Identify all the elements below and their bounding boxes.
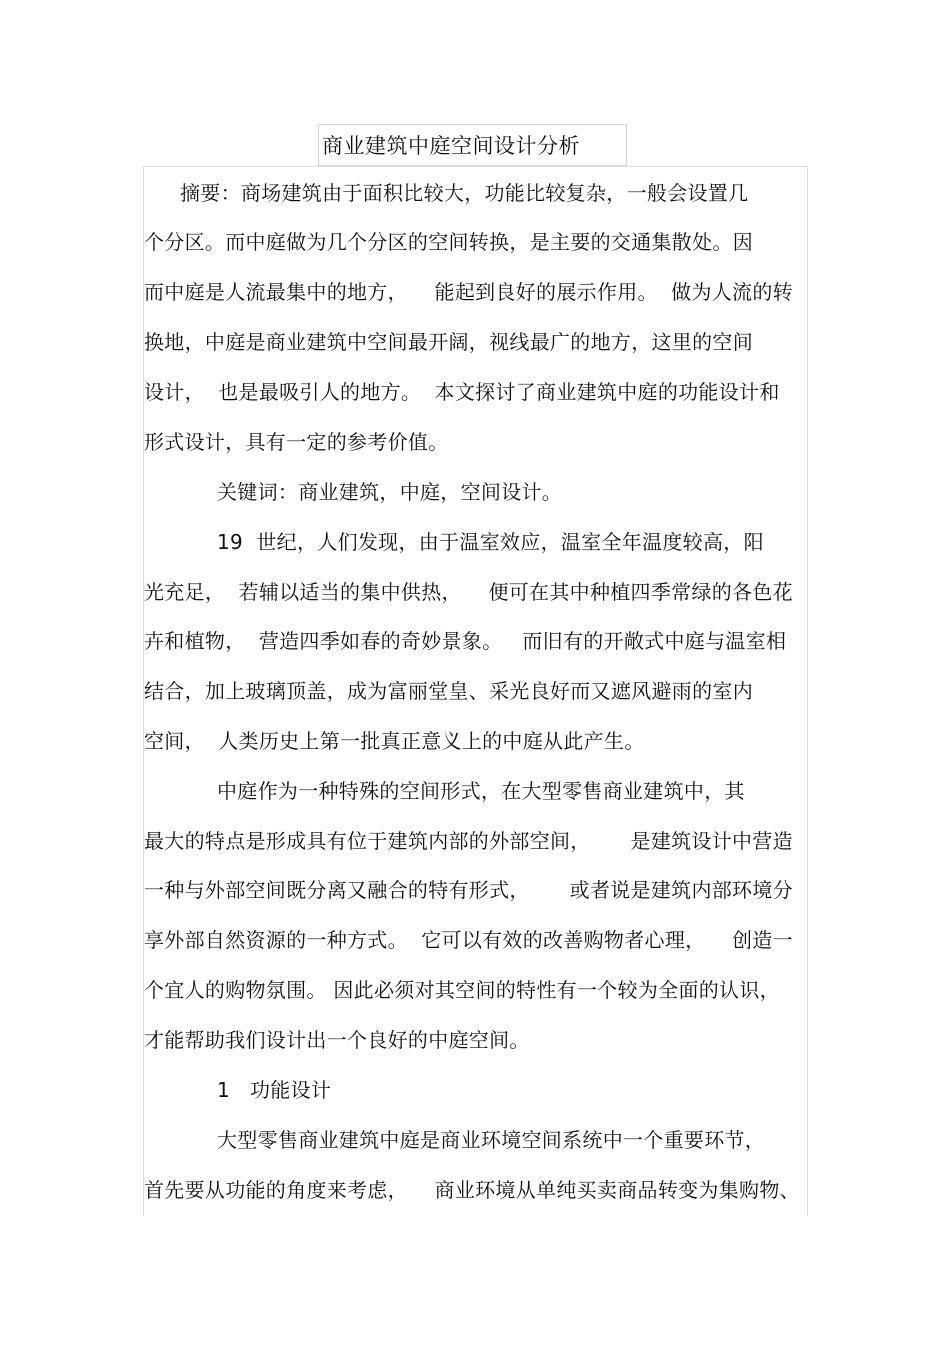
paragraph-3-line-1: 大型零售商业建筑中庭是商业环境空间系统中一个重要环节， (217, 1128, 766, 1152)
paragraph-2-line-1: 中庭作为一种特殊的空间形式，在大型零售商业建筑中，其 (217, 779, 745, 803)
document-title: 商业建筑中庭空间设计分析 (322, 134, 580, 158)
paragraph-2-line-4: 享外部自然资源的一种方式。 它可以有效的改善购物者心理， 创造一 (144, 928, 793, 952)
paragraph-1-line-4: 结合，加上玻璃顶盖，成为富丽堂皇、采光良好而又遮风避雨的室内 (144, 679, 753, 703)
keywords-line: 关键词：商业建筑，中庭，空间设计。 (217, 480, 563, 504)
paragraph-2-line-3: 一种与外部空间既分离又融合的特有形式， 或者说是建筑内部环境分 (144, 878, 793, 902)
paragraph-2-line-2: 最大的特点是形成具有位于建筑内部的外部空间， 是建筑设计中营造 (144, 829, 793, 853)
paragraph-2-line-5: 个宜人的购物氛围。 因此必须对其空间的特性有一个较为全面的认识， (144, 978, 780, 1002)
abstract-line-4: 换地，中庭是商业建筑中空间最开阔，视线最广的地方，这里的空间 (144, 330, 753, 354)
paragraph-1-line-2: 光充足， 若辅以适当的集中供热， 便可在其中种植四季常绿的各色花 (144, 580, 793, 604)
abstract-line-3: 而中庭是人流最集中的地方， 能起到良好的展示作用。 做为人流的转 (144, 280, 793, 304)
paragraph-1-line-3: 卉和植物， 营造四季如春的奇妙景象。 而旧有的开敞式中庭与温室相 (144, 629, 787, 653)
abstract-line-5: 设计， 也是最吸引人的地方。 本文探讨了商业建筑中庭的功能设计和 (144, 380, 780, 404)
section-heading: 1 功能设计 (217, 1078, 332, 1102)
paragraph-3-line-2: 首先要从功能的角度来考虑， 商业环境从单纯买卖商品转变为集购物、 (144, 1178, 800, 1202)
paragraph-1-line-1: 19 世纪，人们发现，由于温室效应，温室全年温度较高，阳 (217, 530, 764, 554)
abstract-line-1: 摘要：商场建筑由于面积比较大，功能比较复杂，一般会设置几 (180, 181, 749, 205)
paragraph-2-line-6: 才能帮助我们设计出一个良好的中庭空间。 (144, 1028, 530, 1052)
abstract-line-6: 形式设计，具有一定的参考价值。 (144, 430, 449, 454)
abstract-line-2: 个分区。而中庭做为几个分区的空间转换，是主要的交通集散处。因 (144, 230, 753, 254)
paragraph-1-line-5: 空间， 人类历史上第一批真正意义上的中庭从此产生。 (144, 729, 645, 753)
